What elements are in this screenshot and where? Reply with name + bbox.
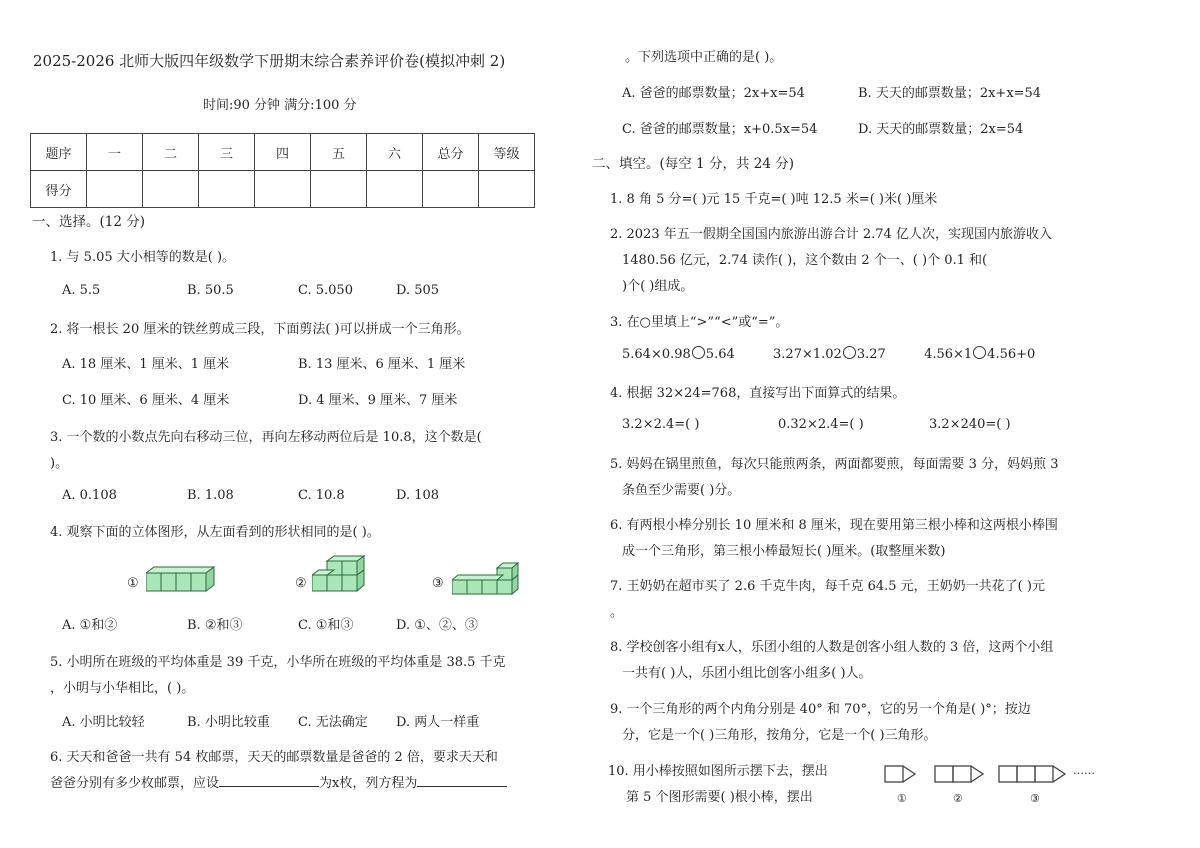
s2-q9-l1: 9. 一个三角形的两个内角分别是 40° 和 70°，它的另一个角是( )°；按边 — [610, 702, 1031, 717]
compare-expr: 4.56×1 — [924, 347, 973, 362]
s1-q1-stem: 1. 与 5.05 大小相等的数是( )。 — [50, 250, 236, 265]
score-input-cell[interactable] — [423, 171, 479, 208]
s1-q5-option[interactable]: C. 无法确定 — [298, 715, 368, 730]
s1-q5-stem: 5. 小明所在班级的平均体重是 39 千克，小华所在班级的平均体重是 38.5 千克 — [50, 655, 506, 670]
s1-q4-option[interactable]: B. ②和③ — [187, 618, 243, 633]
s1-q5-stem-cont: ，小明与小华相比，( )。 — [50, 681, 195, 696]
r-q6-option[interactable]: B. 天天的邮票数量；2x+x=54 — [858, 86, 1042, 101]
score-input-cell[interactable] — [199, 171, 255, 208]
s1-q3-option[interactable]: C. 10.8 — [298, 488, 345, 503]
compare-expr: 4.56+0 — [987, 347, 1036, 362]
figure-label: ③ — [432, 576, 444, 591]
s2-q5-l1: 5. 妈妈在锅里煎鱼，每次只能煎两条，两面都要煎，每面需要 3 分，妈妈煎 3 — [610, 457, 1059, 472]
s2-q7-l2: 。 — [610, 605, 624, 620]
s1-q2-option[interactable]: A. 18 厘米、1 厘米、1 厘米 — [62, 357, 230, 372]
s2-q10-l1: 10. 用小棒按照如图所示摆下去，摆出 — [608, 764, 828, 779]
cube-figure-1 — [146, 565, 222, 595]
s2-q7-l1: 7. 王奶奶在超市买了 2.6 千克牛肉，每千克 64.5 元，王奶奶一共花了( )元 — [610, 579, 1045, 594]
section2-heading: 二、填空。(每空 1 分，共 24 分) — [592, 156, 794, 172]
compare-circle[interactable] — [843, 346, 856, 359]
s1-q6-text-b: 为x枚，列方程为 — [319, 776, 418, 791]
s2-q5-l2: 条鱼至少需要( )分。 — [622, 483, 741, 498]
s1-q1-option[interactable]: C. 5.050 — [298, 283, 353, 298]
s1-q5-option[interactable]: B. 小明比较重 — [187, 715, 270, 730]
page-title: 2025-2026 北师大版四年级数学下册期末综合素养评价卷(模拟冲刺 2) — [33, 52, 506, 70]
s2-q2-l1: 2. 2023 年五一假期全国国内旅游出游合计 2.74 亿人次，实现国内旅游收入 — [610, 227, 1052, 242]
score-cell: 等级 — [479, 134, 535, 171]
s1-q5-option[interactable]: D. 两人一样重 — [396, 715, 480, 730]
s1-q4-option[interactable]: A. ①和② — [62, 618, 118, 633]
s2-q2-l3: )个( )组成。 — [622, 279, 694, 294]
s2-q8-l2: 一共有( )人，乐团小组比创客小组多( )人。 — [622, 666, 872, 681]
s1-q2-option[interactable]: C. 10 厘米、6 厘米、4 厘米 — [62, 393, 230, 408]
score-cell: 六 — [367, 134, 423, 171]
answer-blank[interactable] — [219, 774, 319, 787]
r-q6-option[interactable]: D. 天天的邮票数量；2x=54 — [858, 122, 1024, 137]
s1-q3-option[interactable]: B. 1.08 — [187, 488, 234, 503]
s1-q2-option[interactable]: D. 4 厘米、9 厘米、7 厘米 — [298, 393, 458, 408]
compare-circle[interactable] — [973, 346, 986, 359]
s1-q4-option[interactable]: D. ①、②、③ — [396, 618, 478, 633]
score-input-cell[interactable] — [311, 171, 367, 208]
compare-expr: 3.27×1.02 — [773, 347, 842, 362]
figure-label: ② — [295, 576, 307, 591]
s1-q2-option[interactable]: B. 13 厘米、6 厘米、1 厘米 — [298, 357, 466, 372]
s1-q6-text-a: 爸爸分别有多少枚邮票，应设 — [50, 776, 220, 791]
s1-q1-option[interactable]: B. 50.5 — [187, 283, 234, 298]
score-input-cell[interactable] — [367, 171, 423, 208]
cube-figure-3 — [452, 560, 524, 596]
compare-circle[interactable] — [692, 346, 705, 359]
compare-expr: 5.64 — [705, 347, 735, 362]
s1-q6-stem: 6. 天天和爸爸一共有 54 枚邮票，天天的邮票数量是爸爸的 2 倍，要求天天和 — [50, 750, 498, 765]
stick-label: ① — [897, 792, 907, 805]
s2-q6-l1: 6. 有两根小棒分别长 10 厘米和 8 厘米，现在要用第三根小棒和这两根小棒围 — [610, 518, 1058, 533]
compare-expr: 3.27 — [856, 347, 886, 362]
score-cell: 得分 — [31, 171, 87, 208]
s2-q6-l2: 成一个三角形，第三根小棒最短长( )厘米。(取整厘米数) — [622, 544, 946, 559]
stick-label: ③ — [1030, 792, 1040, 805]
score-input-cell[interactable] — [255, 171, 311, 208]
score-cell: 四 — [255, 134, 311, 171]
score-table — [30, 133, 535, 208]
cube-figure-2 — [312, 555, 372, 595]
s1-q4-option[interactable]: C. ①和③ — [298, 618, 354, 633]
s1-q3-option[interactable]: D. 108 — [396, 488, 440, 503]
score-cell: 五 — [311, 134, 367, 171]
score-input-cell[interactable] — [479, 171, 535, 208]
s2-q10-l2: 第 5 个图形需要( )根小棒，摆出 — [626, 790, 813, 805]
s1-q5-option[interactable]: A. 小明比较轻 — [62, 715, 145, 730]
score-input-cell[interactable] — [87, 171, 143, 208]
s1-q6-stem-cont — [50, 772, 507, 791]
score-input-cell[interactable] — [143, 171, 199, 208]
score-cell: 题序 — [31, 134, 87, 171]
section1-heading: 一、选择。(12 分) — [32, 214, 146, 230]
stick-ellipsis: …… — [1073, 764, 1095, 777]
s1-q2-stem: 2. 将一根长 20 厘米的铁丝剪成三段，下面剪法( )可以拼成一个三角形。 — [50, 322, 470, 337]
score-cell: 一 — [87, 134, 143, 171]
s2-q3-items — [622, 346, 1035, 362]
score-table-score-row — [31, 171, 535, 208]
s1-q1-option[interactable]: D. 505 — [396, 283, 440, 298]
s1-q3-option[interactable]: A. 0.108 — [62, 488, 117, 503]
r-q6-cont: 。下列选项中正确的是( )。 — [625, 50, 783, 65]
time-info: 时间:90 分钟 满分:100 分 — [203, 98, 357, 113]
score-cell: 总分 — [423, 134, 479, 171]
r-q6-option[interactable]: A. 爸爸的邮票数量；2x+x=54 — [622, 86, 805, 101]
s1-q1-option[interactable]: A. 5.5 — [62, 283, 101, 298]
score-cell: 二 — [143, 134, 199, 171]
s2-q3: 3. 在○里填上“>”“<”或“=”。 — [610, 315, 789, 330]
answer-blank[interactable] — [417, 774, 507, 787]
compare-expr: 5.64×0.98 — [622, 347, 691, 362]
s2-q4-item: 0.32×2.4=( ) — [778, 417, 864, 432]
s2-q4: 4. 根据 32×24=768，直接写出下面算式的结果。 — [610, 386, 906, 401]
s2-q8-l1: 8. 学校创客小组有x人，乐团小组的人数是创客小组人数的 3 倍，这两个小组 — [610, 640, 1054, 655]
score-cell: 三 — [199, 134, 255, 171]
s2-q4-item: 3.2×2.4=( ) — [622, 417, 700, 432]
score-table-header-row — [31, 134, 535, 171]
s2-q4-item: 3.2×240=( ) — [929, 417, 1011, 432]
r-q6-option[interactable]: C. 爸爸的邮票数量；x+0.5x=54 — [622, 122, 818, 137]
stick-label: ② — [953, 792, 963, 805]
s2-q1: 1. 8 角 5 分=( )元 15 千克=( )吨 12.5 米=( )米( )厘米 — [610, 192, 938, 207]
s2-q9-l2: 分，它是一个( )三角形，按角分，它是一个( )三角形。 — [622, 728, 937, 743]
s1-q3-stem-cont: )。 — [50, 456, 69, 471]
s1-q3-stem: 3. 一个数的小数点先向右移动三位，再向左移动两位后是 10.8，这个数是( — [50, 430, 482, 445]
s1-q4-stem: 4. 观察下面的立体图形，从左面看到的形状相同的是( )。 — [50, 525, 380, 540]
figure-label: ① — [127, 576, 139, 591]
s2-q2-l2: 1480.56 亿元，2.74 读作( )，这个数由 2 个一、( )个 0.1 和( — [622, 253, 988, 268]
